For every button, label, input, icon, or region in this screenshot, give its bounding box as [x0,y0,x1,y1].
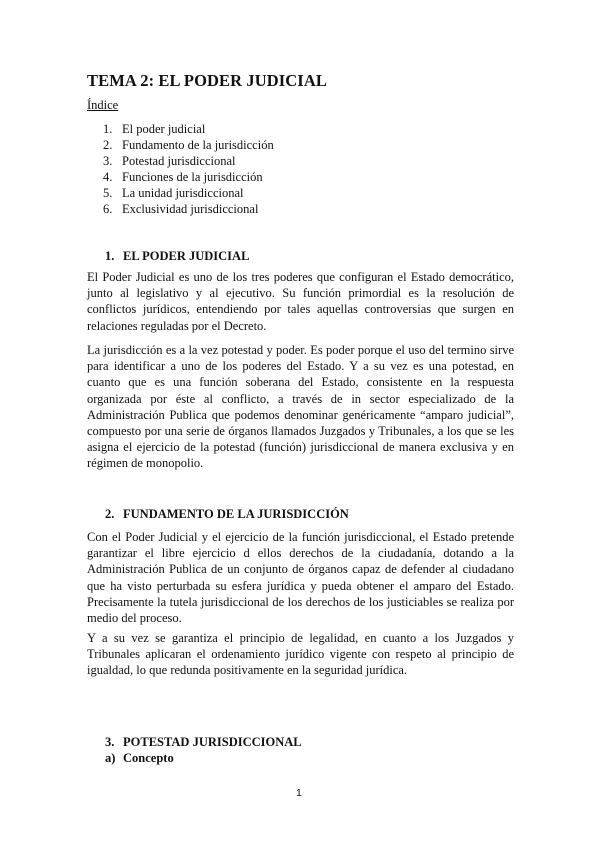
subsection-title: Concepto [123,751,174,765]
section-heading-potestad [105,735,302,750]
toc-item-number: 1. [103,122,113,136]
toc-item [103,169,274,185]
subsection-heading-concepto [105,751,174,766]
index-heading: Índice [87,98,119,112]
toc-item-number: 6. [103,202,113,216]
toc-item [103,121,274,137]
toc-item-number: 4. [103,170,113,184]
document-title: TEMA 2: EL PODER JUDICIAL [87,71,327,90]
paragraph: Y a su vez se garantiza el principio de legalidad, en cuanto a los Juzgados y Tribunales aplicaran el ordenamiento jurídico vigente con respeto al principio de igualdad, lo que redunda positivamente en la seguridad jurídica. [87,631,514,678]
section-title: POTESTAD JURISDICCIONAL [123,735,302,749]
toc-item [103,153,274,169]
section-title: FUNDAMENTO DE LA JURISDICCIÓN [123,507,349,521]
subsection-letter: a) [105,751,116,765]
page-number: 1 [296,787,302,799]
toc-item-label: La unidad jurisdiccional [122,186,244,200]
toc-item [103,137,274,153]
toc-item-label: Fundamento de la jurisdicción [122,138,274,152]
section-number: 1. [105,249,115,263]
toc-item [103,201,274,217]
paragraph: El Poder Judicial es uno de los tres poderes que configuran el Estado democrático, junto al legislativo y al ejecutivo. Su función primordial es la resolución de conflictos jurídicos, entendiendo por tales aquellas controversias que surgen en relaciones reguladas por el Decreto. [87,270,514,333]
toc-item-number: 2. [103,138,113,152]
toc-item-label: El poder judicial [122,122,206,136]
toc-item-label: Funciones de la jurisdicción [122,170,263,184]
section-heading-poder-judicial [105,249,249,264]
toc-item-number: 5. [103,186,113,200]
toc-item-number: 3. [103,154,113,168]
section-number: 3. [105,735,115,749]
paragraph: Con el Poder Judicial y el ejercicio de la función jurisdiccional, el Estado pretende garantizar el libre ejercicio d ellos derechos de la ciudadanía, dotando a la Administración Publica de un conjunto de órganos capaz de defender al ciudadano que ha visto perturbada su esfera jurídica y pueda obtener el amparo del Estado. Precisamente la tutela jurisdiccional de los derechos de los justiciables se realiza por medio del proceso. [87,530,514,626]
table-of-contents [103,121,274,217]
paragraph: La jurisdicción es a la vez potestad y poder. Es poder porque el uso del termino sirve para identificar a uno de los poderes del Estado. Y a su vez es una potestad, en cuanto que es una función soberana del Estado, consistente en la respuesta organizada por éste al conflicto, a través de in sector especializado de la Administración Publica que podemos denominar genéricamente “amparo judicial”, compuesto por una serie de órganos llamados Juzgados y Tribunales, a los que se les asigna el ejercicio de la potestad (función) jurisdiccional de manera exclusiva y en régimen de monopolio. [87,343,514,471]
toc-item-label: Potestad jurisdiccional [122,154,236,168]
section-heading-fundamento [105,507,349,522]
section-title: EL PODER JUDICIAL [123,249,250,263]
toc-item [103,185,274,201]
section-number: 2. [105,507,115,521]
toc-item-label: Exclusividad jurisdiccional [122,202,259,216]
